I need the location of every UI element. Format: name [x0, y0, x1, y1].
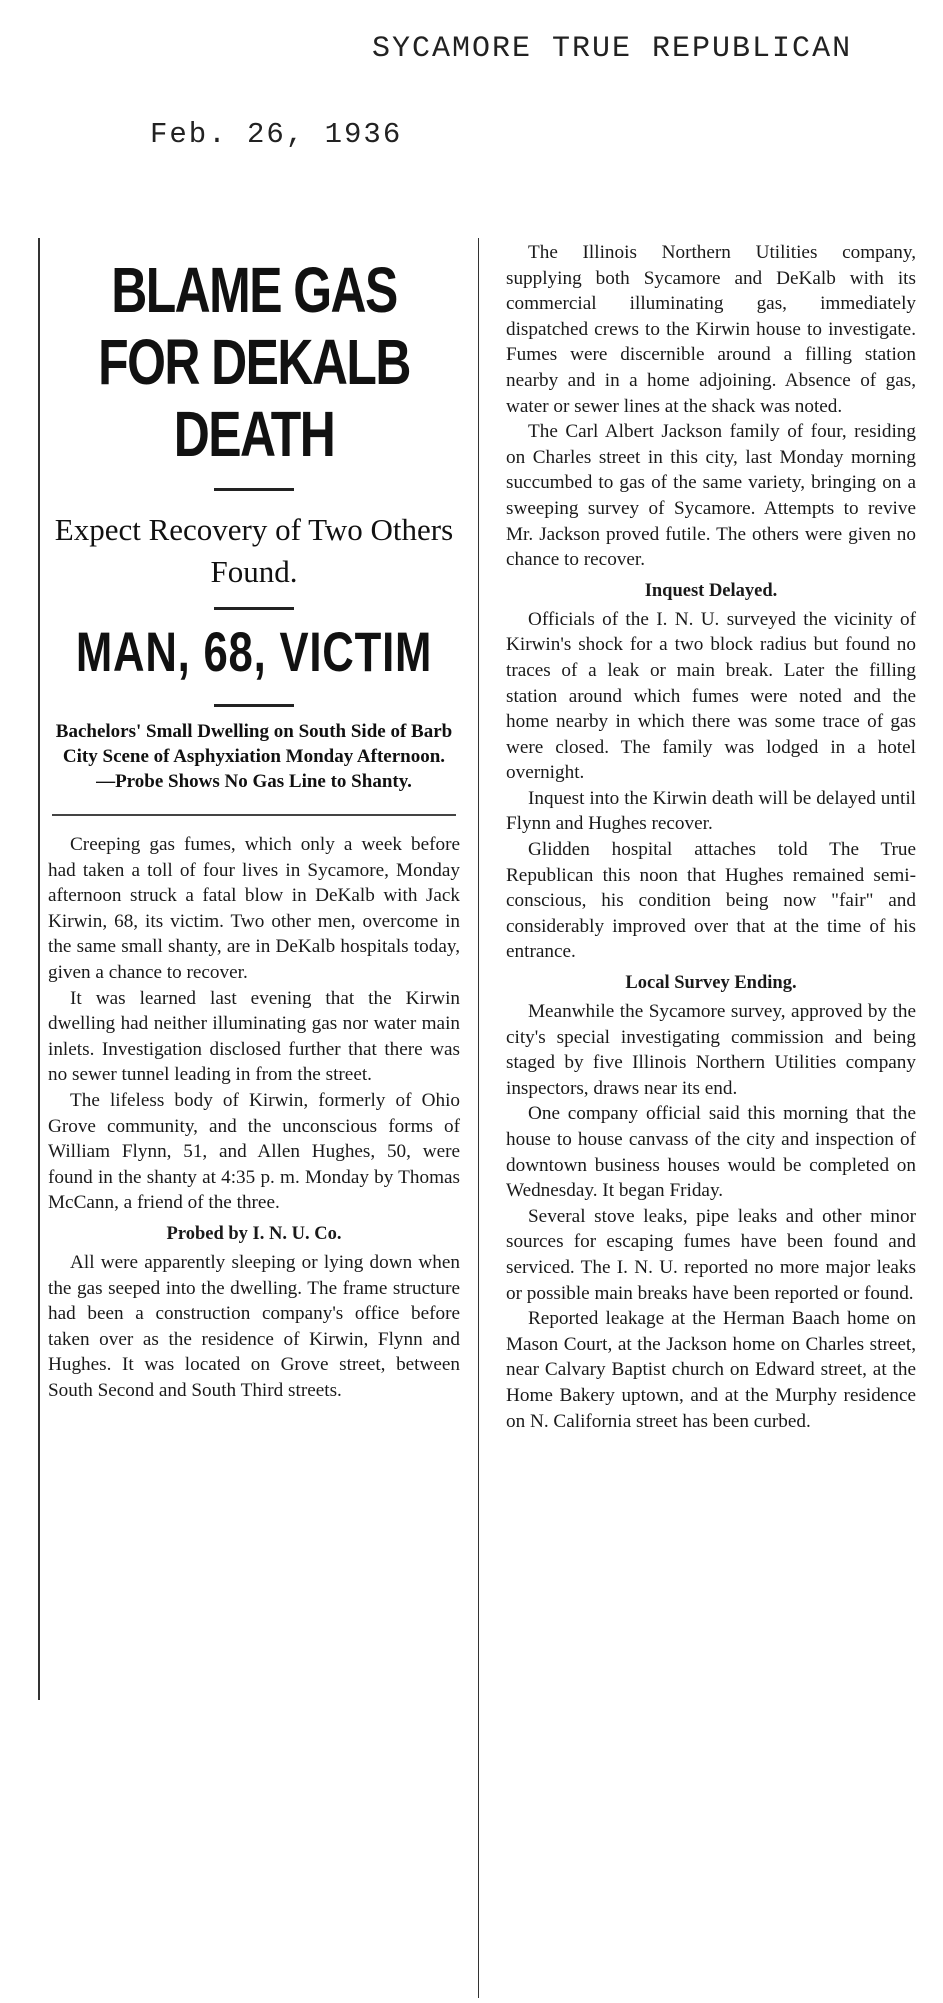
body-paragraph: Creeping gas fumes, which only a week before had taken a toll of four lives in Sycamore, Monday afternoon struck a fatal blow in DeKalb with Jack Kirwin, 68, its victim. Two other men, overcome in the same small shanty, are in DeKalb hospitals today, given a chance to recover.	[48, 834, 460, 983]
secondary-divider	[214, 704, 294, 707]
left-column-rule	[38, 238, 40, 1700]
body-paragraph: Reported leakage at the Herman Baach home on Mason Court, at the Jackson home on Charles street, near Calvary Baptist church on Edward street, at the Home Bakery uptown, and at the Murphy residence on N. California street has been curbed.	[506, 1308, 916, 1432]
main-headline: BLAME GAS FOR DEKALB DEATH	[98, 254, 410, 470]
body-paragraph: The Illinois Northern Utilities company, supplying both Sycamore and DeKalb with its commercial illuminating gas, immediately dispatched crews to the Kirwin house to investigate. Fumes were discernible around a filling station nearby and in a home adjoining. Absence of gas, water or sewer lines at the shack was noted.	[506, 242, 916, 417]
sub-deck: Bachelors' Small Dwelling on South Side of Barb City Scene of Asphyxiation Monday Afternoon.—Probe Shows No Gas Line to Shanty.	[55, 721, 453, 792]
body-paragraph: Glidden hospital attaches told The True Republican this noon that Hughes remained semi-conscious, his condition being now "fair" and considerably improved over that at the time of his entrance.	[506, 839, 916, 963]
right-column	[506, 240, 916, 1434]
headline-divider	[214, 488, 294, 491]
subhead-probed: Probed by I. N. U. Co.	[166, 1223, 342, 1244]
body-paragraph: Several stove leaks, pipe leaks and other minor sources for escaping fumes have been found and serviced. The I. N. U. reported no more major leaks or possible main breaks have been reported or found.	[506, 1205, 916, 1304]
publication-date: Feb. 26, 1936	[150, 118, 403, 151]
secondary-headline: MAN, 68, VICTIM	[75, 620, 433, 683]
body-paragraph: It was learned last evening that the Kirwin dwelling had neither illuminating gas nor water main inlets. Investigation disclosed further that there was no sewer tunnel leading in from the street.	[48, 987, 460, 1086]
body-paragraph: Officials of the I. N. U. surveyed the vicinity of Kirwin's shock for a two block radius but found no traces of a leak or main break. Later the filling station around which fumes were noted and the home nearby in which there was some trace of gas were closed. The family was lodged in a hotel overnight.	[506, 608, 916, 784]
center-column-rule	[478, 238, 479, 1998]
sub-deck-rule	[52, 814, 456, 816]
body-paragraph: One company official said this morning that the house to house canvass of the city and inspection of downtown business houses would be completed on Wednesday. It began Friday.	[506, 1103, 916, 1202]
deck-headline: Expect Recovery of Two Others Found.	[54, 512, 454, 589]
body-paragraph: The lifeless body of Kirwin, formerly of Ohio Grove community, and the unconscious forms of William Flynn, 51, and Allen Hughes, 50, were found in the shanty at 4:35 p. m. Monday by Thomas McCann, a friend of the three.	[48, 1089, 460, 1214]
deck-divider	[214, 607, 294, 610]
subhead-survey: Local Survey Ending.	[625, 973, 797, 994]
body-paragraph: Meanwhile the Sycamore survey, approved by the city's special investigating commission and being staged by five Illinois Northern Utilities company inspectors, draws near its end.	[506, 1001, 916, 1099]
body-paragraph: All were apparently sleeping or lying down when the gas seeped into the dwelling. The frame structure had been a construction company's office before taken over as the residence of Kirwin, Flynn and Hughes. It was located on Grove street, between South Second and South Third streets.	[48, 1251, 460, 1401]
left-column	[48, 240, 460, 1403]
subhead-inquest: Inquest Delayed.	[644, 580, 778, 601]
body-paragraph: The Carl Albert Jackson family of four, residing on Charles street in this city, last Monday morning succumbed to gas of the same variety, bringing on a sweeping survey of Sycamore. Attempts to revive Mr. Jackson proved futile. The others were given no chance to recover.	[506, 421, 916, 571]
masthead: SYCAMORE TRUE REPUBLICAN	[372, 32, 853, 66]
body-paragraph: Inquest into the Kirwin death will be delayed until Flynn and Hughes recover.	[506, 787, 916, 835]
